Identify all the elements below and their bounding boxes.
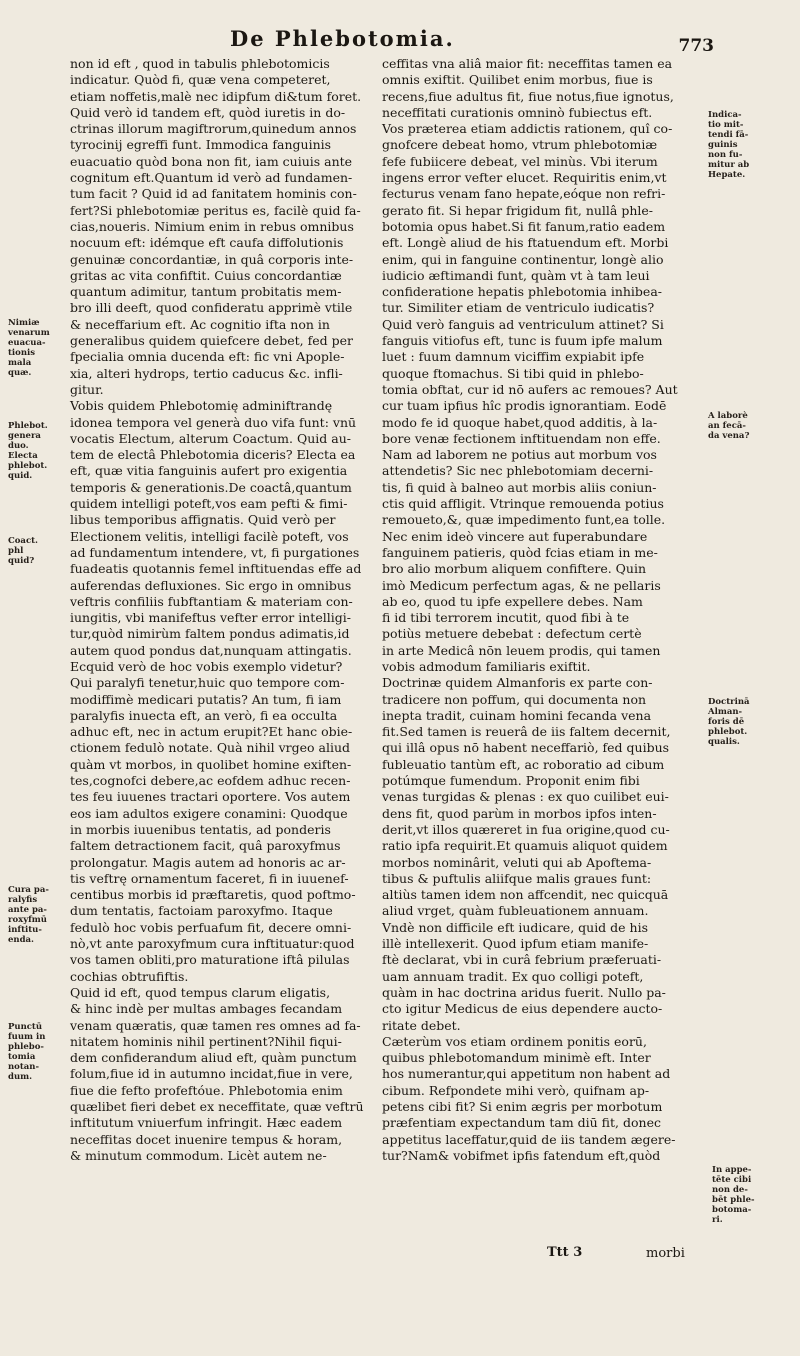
text-line: bore venæ fectionem inftituendam non effe. [382,430,661,446]
text-line: centibus morbis id præftaretis, quod poftmo- [70,887,356,903]
text-line: Electionem velitis, intelligi facilè poteft, vos [70,528,349,544]
text-line: dens fit, quod parùm in morbos ipfos inten- [382,805,657,821]
text-line: Vndè non difficile eft iudicare, quid de his [382,919,648,935]
text-line: enim, qui in fanguine continentur, longè alio [382,251,664,267]
text-line: vos tamen obliti,pro maturatione iftâ pilulas [70,952,350,968]
signature-mark: Ttt 3 [547,1245,583,1260]
text-line: non id eft , quod in tabulis phlebotomicis [70,56,330,71]
text-line: nocuum eft: idémque eft caufa diffolutionis [70,235,344,251]
text-line: fit.Sed tamen is reuerâ de iis faltem decernit, [382,724,671,740]
text-line: modo fe id quoque habet,quod additis, à la- [382,414,658,430]
text-line: temporis & generationis.De coactâ,quantum [70,479,352,495]
left-margin-note: Phlebot. genera duo. Electa phlebot. quid. [8,421,48,481]
text-line: indicatur. Quòd fi, quæ vena competeret, [70,72,331,88]
text-line: eos iam adultos exigere conamini: Quodque [70,805,348,821]
text-line: præfentiam expectandum tam diū fit, donec [382,1115,661,1131]
text-line: generalibus quidem quiefcere debet, fed per [70,333,353,349]
text-line: cibum. Refpondete mihi verò, quifnam ap- [382,1082,650,1098]
text-line: gerato fit. Si hepar frigidum fit, nullâ phle- [382,202,654,218]
text-line: bro alio morbum aliquem confiftere. Quin [382,561,647,577]
text-line: veftris confiliis fubftantiam & materiam con- [70,593,353,609]
text-line: ftè declarat, vbi in curâ febrium præferuati- [382,952,662,968]
text-line: fanguis vitiofus eft, tunc is fuum ipfe malum [382,333,663,349]
left-margin-note: Nimiæ venarum euacua- tionis mala quæ. [8,318,50,378]
right-text-column [382,56,687,1164]
text-line: ad fundamentum intendere, vt, fi purgationes [70,544,360,560]
text-line: Quid verò fanguis ad ventriculum attinet? Si [382,316,664,332]
running-title: De Phlebotomia. [230,26,455,51]
text-line: tur. Similiter etiam de ventriculo iudicatis? [382,300,655,316]
text-line: ctionem fedulò notate. Quà nihil vrgeo aliud [70,740,351,756]
text-line: hos numerantur,qui appetitum non habent ad [382,1066,671,1082]
text-line: morbos nominârit, veluti qui ab Apoftema- [382,854,652,870]
text-line: confideratione hepatis phlebotomia inhibea- [382,284,662,300]
text-line: quibus phlebotomandum minimè eft. Inter [382,1050,651,1066]
text-line: potúmque fumendum. Proponit enim fibi [382,773,640,789]
text-line: modiffimè medicari putatis? An tum, fi iam [70,691,342,707]
text-line: quoque ftomachus. Si tibi quid in phlebo- [382,365,644,381]
text-line: fert?Si phlebotomiæ peritus es, facilè quid fa- [70,202,361,218]
text-line: paralyfis inuecta eft, an verò, fi ea occulta [70,707,338,723]
text-line: derit,vt illos quæreret in fua origine,quod cu- [382,821,670,837]
text-line: attendetis? Sic nec phlebotomiam decerni- [382,463,654,479]
text-line: altiùs tamen idem non affcendit, nec quicquā [382,887,669,903]
right-margin-note: Doctrinā Alman- foris dē phlebot. qualis. [708,697,750,747]
text-line: quàm vt morbos, in quolibet homine exiften- [70,756,352,772]
text-line: aliud vrget, quàm fubleuationem annuam. [382,903,649,919]
text-line: adhuc eft, nec in actum erupit?Et hanc obie- [70,724,353,740]
text-line: genuinæ concordantiæ, in quâ corporis inte- [70,251,354,267]
text-line: cochias obtrufiftis. [70,968,189,984]
text-line: ceffitas vna aliâ maior fit: neceffitas tamen ea [382,56,673,71]
text-line: Cæterùm vos etiam ordinem ponitis eorū, [382,1033,647,1049]
text-line: iudicio æftimandi funt, quàm vt à tam leui [382,267,650,283]
text-line: Nam ad laborem ne potius aut morbum vos [382,447,657,463]
text-line: Nec enim ideò vincere aut fuperabundare [382,528,648,544]
text-line: tes feu iuuenes tractari oportere. Vos autem [70,789,351,805]
text-line: fiue die fefto profeftóue. Phlebotomia enim [70,1082,343,1098]
text-line: tradicere non poffum, qui documenta non [382,691,647,707]
left-text-column [70,56,370,1164]
text-line: gitur. [70,381,104,397]
text-line: faltem detractionem facit, quâ paroxyfmus [70,838,341,854]
text-line: folum,fiue id in autumno incidat,fiue in vere, [70,1066,353,1082]
text-line: ingens error vefter elucet. Requiritis enim,vt [382,170,667,186]
text-line: Vos præterea etiam addictis rationem, quî co- [382,121,673,137]
text-line: Vobis quidem Phlebotomię adminiftrandę [70,398,333,414]
page-number: 773 [678,36,714,56]
text-line: appetitus laceffatur,quid de iis tandem ægere- [382,1131,676,1147]
text-line: ratio ipfa requirit.Et quamuis aliquot quidem [382,838,668,854]
text-line: nitatem hominis nihil pertinent?Nihil fiqui- [70,1033,342,1049]
text-line: cognitum eft.Quantum id verò ad fundamen- [70,170,353,186]
text-line: eft. Longè aliud de his ftatuendum eft. Morbi [382,235,669,251]
text-line: autem quod pondus dat,nunquam attingatis. [70,642,352,658]
text-line: tibus & puftulis aliifque malis graues funt: [382,870,652,886]
text-line: gnofcere debeat homo, vtrum phlebotomiæ [382,137,658,153]
text-line: fi id tibi terrorem incutit, quod fibi à te [382,610,630,626]
text-line: cias,noueris. Nimium enim in rebus omnibus [70,218,354,234]
text-line: tyrocinij egreffi funt. Immodica fanguinis [70,137,332,153]
text-line: quàm in hac doctrina aridus fuerit. Nullo pa- [382,984,666,1000]
text-line: ritate debet. [382,1017,461,1033]
text-line: omnis exiftit. Quilibet enim morbus, fiue is [382,72,653,88]
left-margin-note: Coact. phl quid? [8,536,39,566]
text-line: tomia obftat, cur id nō aufers ac remoues? Aut [382,381,678,397]
text-line: petens cibi fit? Si enim ægris per morbotum [382,1099,663,1114]
text-line: & hinc indè per multas ambages fecandam [70,1001,343,1017]
text-line: xia, alteri hydrops, tertio caducus &c. infli- [70,365,343,381]
text-line: tur,quòd nimirùm faltem pondus adimatis,id [70,626,350,642]
text-line: fuadeatis quotannis femel inftituendas effe ad [70,561,362,577]
text-line: inepta tradit, cuinam homini fecanda vena [382,707,652,723]
text-line: inftitutum vniuerfum infringit. Hæc eadem [70,1115,343,1131]
text-line: fanguinem patieris, quòd fcias etiam in me- [382,544,658,560]
page-header [0,12,800,56]
right-margin-note: In appe- tēte cibi non de- bēt phle- botoma- ri. [712,1165,755,1225]
text-line: iungitis, vbi manifeftus vefter error intelligi- [70,610,351,626]
text-line: luet : fuum damnum viciffim expiabit ipfe [382,349,645,365]
text-line: quantum adimitur, tantum probitatis mem- [70,284,342,300]
text-line: cur tuam ipfius hîc prodis ignorantiam. Eodē [382,398,667,414]
text-line: ab eo, quod tu ipfe expellere debes. Nam [382,593,643,609]
text-line: fpecialia omnia ducenda eft: fic vni Apople- [70,349,345,365]
text-line: auferendas defluxiones. Sic ergo in omnibus [70,577,352,593]
text-line: venam quæratis, quæ tamen res omnes ad fa- [70,1017,361,1033]
text-line: quælibet fieri debet ex neceffitate, quæ veftrū [70,1099,364,1114]
text-line: tis, fi quid à balneo aut morbis aliis coniun- [382,479,657,495]
text-line: in morbis iuuenibus tentatis, ad ponderis [70,821,331,837]
text-line: Quid verò id tandem eft, quòd iuretis in do- [70,104,346,120]
text-line: euacuatio quòd bona non fit, iam cuiuis ante [70,153,353,169]
right-margin-note: A laborè an fecā- da vena? [708,411,750,441]
text-line: illè intellexerit. Quod ipfum etiam manife- [382,936,649,952]
text-line: in arte Medicâ nōn leuem prodis, qui tamen [382,642,661,658]
text-line: botomia opus habet.Si fit fanum,ratio eadem [382,218,666,234]
text-line: tem de electâ Phlebotomia diceris? Electa ea [70,447,356,463]
text-line: fefe fubiicere debeat, vel minùs. Vbi iterum [382,153,658,169]
text-line: vocatis Electum, alterum Coactum. Quid au- [70,430,351,446]
text-line: eft, quæ vitia fanguinis aufert pro exigentia [70,463,348,479]
text-line: neceffitas docet inuenire tempus & horam, [70,1131,343,1147]
text-line: fubleuatio tantùm eft, ac roboratio ad cibum [382,756,665,772]
text-line: dum tentatis, factoiam paroxyfmo. Itaque [70,903,333,919]
text-line: fedulò hoc vobis perfuafum fit, decere omni- [70,919,352,935]
text-line: ctrinas illorum magiftrorum,quinedum annos [70,121,357,137]
text-line: dem confiderandum aliud eft, quàm punctum [70,1050,357,1066]
text-line: vobis admodum familiaris exiftit. [382,658,591,674]
text-line: idonea tempora vel generà duo vifa funt: vnū [70,414,357,430]
text-line: tes,cognofci debere,ac eofdem adhuc recen- [70,773,351,789]
text-line: uam annuam tradit. Ex quo colligi poteft, [382,968,644,984]
text-line: prolongatur. Magis autem ad honoris ac ar- [70,854,346,870]
text-line: qui illâ opus nō habent neceffariò, fed quibus [382,740,670,756]
text-line: remoueto,&, quæ impedimento funt,ea tolle. [382,512,666,528]
text-line: & neceffarium eft. Ac cognitio ifta non in [70,316,330,332]
text-line: imò Medicum perfectum agas, & ne pellaris [382,577,661,593]
left-margin-note: Punctū fuum in phlebo- tomia notan- dum. [8,1022,46,1082]
text-line: recens,fiue adultus fit, fiue notus,fiue ignotus, [382,88,674,104]
text-line: quidem intelligi poteft,vos eam pefti & fimi- [70,496,348,512]
text-line: cto igitur Medicus de eius dependere aucto- [382,1001,663,1017]
text-line: Ecquid verò de hoc vobis exemplo videtur? [70,658,343,674]
text-line: Quid id eft, quod tempus clarum eligatis, [70,984,331,1000]
text-line: venas turgidas & plenas : ex quo cuilibet eui- [382,789,669,805]
text-line: Qui paralyfi tenetur,huic quo tempore com- [70,675,345,691]
text-line: neceffitati curationis omninò fubiectus eft. [382,104,653,120]
text-line: bro illi deeft, quod confideratu apprimè vtile [70,300,353,316]
text-line: tum facit ? Quid id ad fanitatem hominis con- [70,186,357,202]
text-line: fecturus venam fano hepate,eóque non refri- [382,186,666,202]
text-line: potiùs metuere debebat : defectum certè [382,626,642,642]
right-margin-note: Indica- tio mit- tendi fā- guinis non fu- mitur ab Hepate. [708,110,750,180]
text-line: etiam noffetis,malè nec idipfum di&tum foret. [70,88,362,104]
text-line: Doctrinæ quidem Almanforis ex parte con- [382,675,653,691]
text-line: libus temporibus affignatis. Quid verò per [70,512,336,528]
catchword: morbi [646,1246,685,1261]
text-line: tis veftrę ornamentum faceret, fi in iuuenef- [70,870,349,886]
left-margin-note: Cura pa- ralyfis ante pa- roxyfmū inftitu- enda. [8,885,49,945]
text-line: & minutum commodum. Licèt autem ne- [70,1147,327,1163]
text-line: gritas ac vita confiftit. Cuius concordantiæ [70,267,342,283]
text-line: tur?Nam& vobifmet ipfis fatendum eft,quòd [382,1147,661,1163]
text-line: ctis quid affligit. Vtrinque remouenda potius [382,496,664,512]
text-line: nò,vt ante paroxyfmum cura inftituatur:quod [70,936,355,952]
